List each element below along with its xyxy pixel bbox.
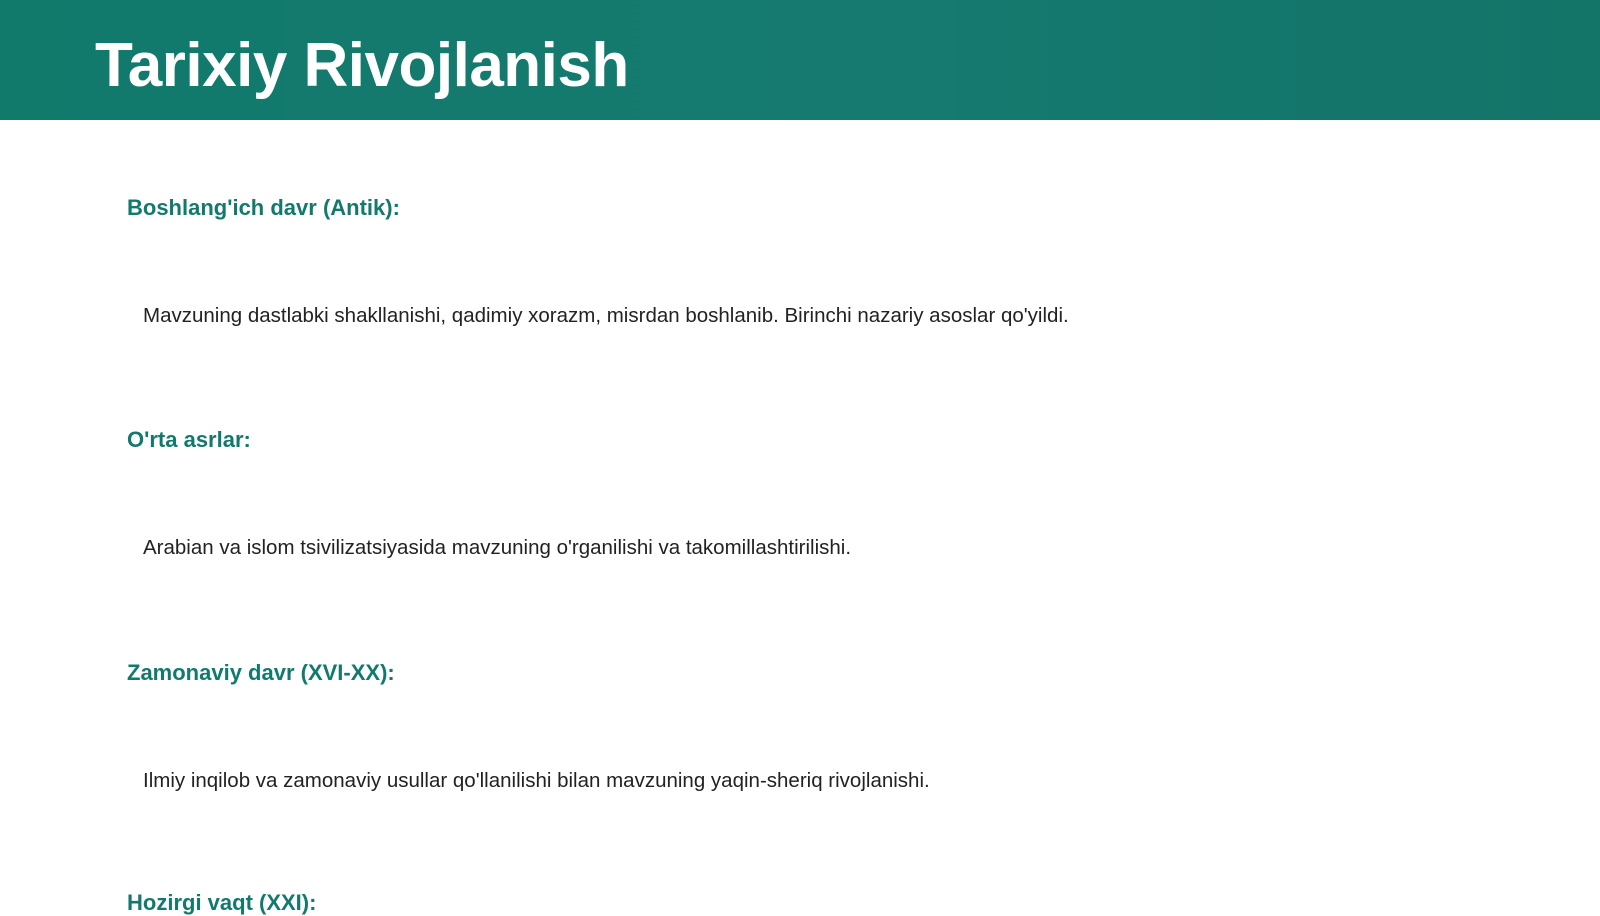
section-heading-antique: Boshlang'ich davr (Antik): (127, 195, 400, 220)
section-body-antique: Mavzuning dastlabki shakllanishi, qadimiy xorazm, misrdan boshlanib. Birinchi nazariy asoslar qo'yildi. (143, 304, 1069, 327)
section-body-modern: Ilmiy inqilob va zamonaviy usullar qo'llanilishi bilan mavzuning yaqin-sheriq rivojlanishi. (143, 769, 930, 792)
section-heading-modern: Zamonaviy davr (XVI-XX): (127, 660, 395, 685)
slide-title: Tarixiy Rivojlanish (95, 31, 629, 100)
section-heading-present: Hozirgi vaqt (XXI): (127, 890, 317, 915)
section-heading-middle-ages: O'rta asrlar: (127, 427, 251, 452)
title-banner (0, 0, 1600, 120)
section-body-middle-ages: Arabian va islom tsivilizatsiyasida mavzuning o'rganilishi va takomillashtirilishi. (143, 536, 852, 559)
